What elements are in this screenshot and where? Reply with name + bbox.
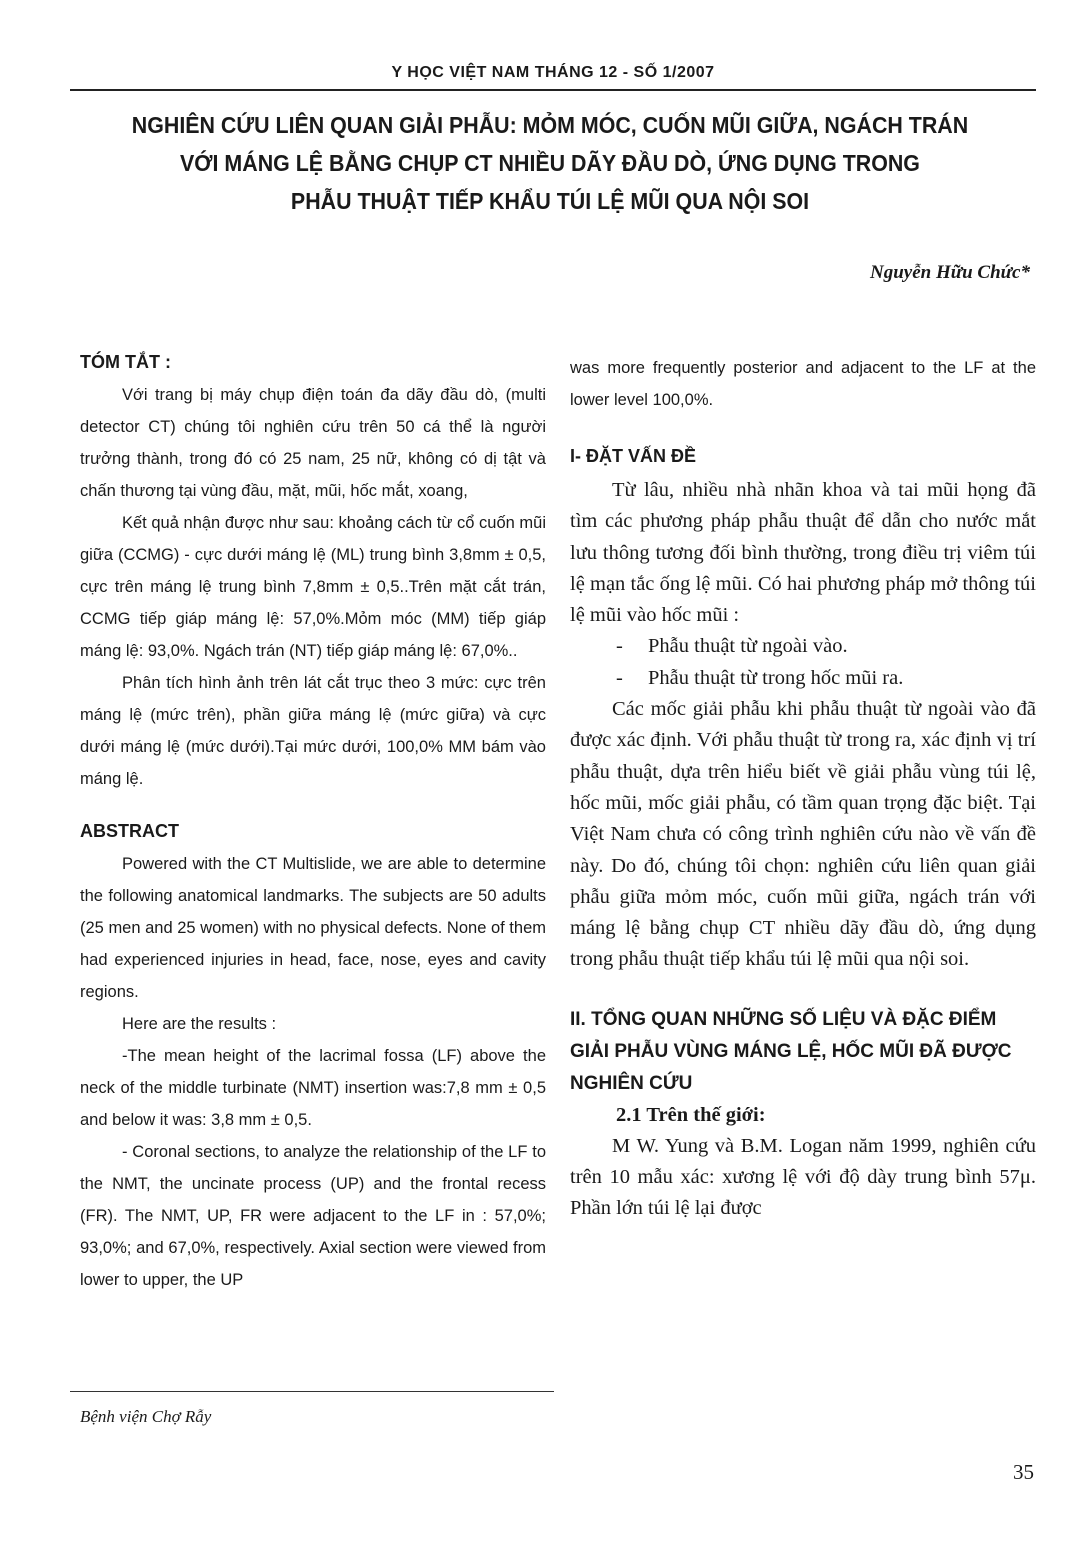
summary-paragraph: Phân tích hình ảnh trên lát cắt trục theo 3 mức: cực trên máng lệ (mức trên), phần giữa máng lệ (mức giữa) và cực dưới máng lệ (mức dưới).Tại mức dưới, 100,0% MM bám vào máng lệ. [80, 674, 546, 788]
summary-heading: TÓM TẮT : [80, 352, 171, 372]
section1-heading: I- ĐẶT VẤN ĐỀ [570, 446, 696, 466]
abstract-heading: ABSTRACT [80, 821, 179, 841]
section2-subheading: 2.1 Trên thế giới: [616, 1103, 766, 1126]
abstract-paragraph: -The mean height of the lacrimal fossa (LF) above the neck of the middle turbinate (NMT) insertion was:7,8 mm ± 0,5 and below it was: 3,8 mm ± 0,5. [80, 1047, 546, 1129]
left-column [80, 352, 546, 1296]
list-item-text: Phẫu thuật từ trong hốc mũi ra. [648, 666, 904, 689]
title-line: NGHIÊN CỨU LIÊN QUAN GIẢI PHẪU: MỎM MÓC, CUỐN MŨI GIỮA, NGÁCH TRÁN [131, 112, 969, 138]
section1-paragraph: Từ lâu, nhiều nhà nhãn khoa và tai mũi họng đã tìm các phương pháp phẫu thuật để dẫn cho nước mắt lưu thông tương đối bình thường, trong điều trị viêm túi lệ mạn tắc ống lệ mũi. Có hai phương pháp mở thông túi lệ mũi vào hốc mũi : [570, 479, 1036, 627]
list-item-text: Phẫu thuật từ ngoài vào. [648, 635, 848, 658]
abstract-paragraph: Here are the results : [122, 1015, 277, 1033]
summary-paragraph: Với trang bị máy chụp điện toán đa dãy đầu dò, (multi detector CT) chúng tôi nghiên cứu trên 50 cá thể là người trưởng thành, trong đó có 25 nam, 25 nữ, không có dị tật và chấn thương tại vùng đầu, mặt, mũi, hốc mắt, xoang, [80, 386, 546, 500]
list-item: - Phẫu thuật từ ngoài vào. [616, 635, 848, 658]
summary-paragraph: Kết quả nhận được như sau: khoảng cách từ cổ cuốn mũi giữa (CCMG) - cực dưới máng lệ (ML) trung bình 3,8mm ± 0,5, cực trên máng lệ trung bình 7,8mm ± 0,5..Trên mặt cắt trán, CCMG tiếp giáp máng lệ: 57,0%.Mỏm móc (MM) tiếp giáp máng lệ: 93,0%. Ngách trán (NT) tiếp giáp máng lệ: 67,0%.. [80, 514, 546, 660]
section2-heading: II. TỔNG QUAN NHỮNG SỐ LIỆU VÀ ĐẶC ĐIỂM GIẢI PHẪU VÙNG MÁNG LỆ, HỐC MŨI ĐÃ ĐƯỢC NGHIÊN CỨU [570, 1008, 1012, 1094]
list-item: - Phẫu thuật từ trong hốc mũi ra. [616, 666, 904, 689]
affiliation-footnote: Bệnh viện Chợ Rẫy [80, 1407, 212, 1426]
page-number: 35 [1013, 1460, 1034, 1484]
journal-header: Y HỌC VIỆT NAM THÁNG 12 - SỐ 1/2007 [391, 64, 715, 81]
abstract-paragraph: Powered with the CT Multislide, we are able to determine the following anatomical landmarks. The subjects are 50 adults (25 men and 25 women) with no physical defects. None of them had experienced injuries in head, face, nose, eyes and cavity regions. [80, 855, 546, 1001]
abstract-paragraph: - Coronal sections, to analyze the relationship of the LF to the NMT, the uncinate process (UP) and the frontal recess (FR). The NMT, UP, FR were adjacent to the LF in : 57,0%; 93,0%; and 67,0%, respectively. Axial section were viewed from lower to upper, the UP [80, 1143, 546, 1289]
section2-paragraph: M W. Yung và B.M. Logan năm 1999, nghiên cứu trên 10 mẫu xác: xương lệ với độ dày trung bình 57μ. Phần lớn túi lệ lại được [570, 1134, 1036, 1220]
section1-paragraph: Các mốc giải phẫu khi phẫu thuật từ ngoài vào đã được xác định. Với phẫu thuật từ trong ra, xác định vị trí phẫu thuật, dựa trên hiểu biết về giải phẫu vùng túi lệ, hốc mũi, mốc giải phẫu, có tầm quan trọng đặc biệt. Tại Việt Nam chưa có công trình nghiên cứu nào về vấn đề này. Do đó, chúng tôi chọn: nghiên cứu liên quan giải phẫu giữa mỏm móc, cuốn mũi giữa, ngách trán với máng lệ bằng chụp CT nhiều dãy đầu dò, ứng dụng trong phẫu thuật tiếp khẩu túi lệ mũi qua nội soi. [570, 698, 1036, 971]
header-rule [70, 89, 1036, 91]
author: Nguyễn Hữu Chức* [869, 262, 1030, 283]
abstract-paragraph-continued: was more frequently posterior and adjacent to the LF at the lower level 100,0%. [570, 359, 1036, 409]
right-column [570, 352, 1036, 1225]
title-line: PHẪU THUẬT TIẾP KHẨU TÚI LỆ MŨI QUA NỘI SOI [290, 188, 810, 214]
title-line: VỚI MÁNG LỆ BẰNG CHỤP CT NHIỀU DÃY ĐẦU DÒ, ỨNG DỤNG TRONG [180, 150, 920, 176]
footnote-rule [70, 1391, 554, 1392]
article-title [113, 106, 987, 220]
